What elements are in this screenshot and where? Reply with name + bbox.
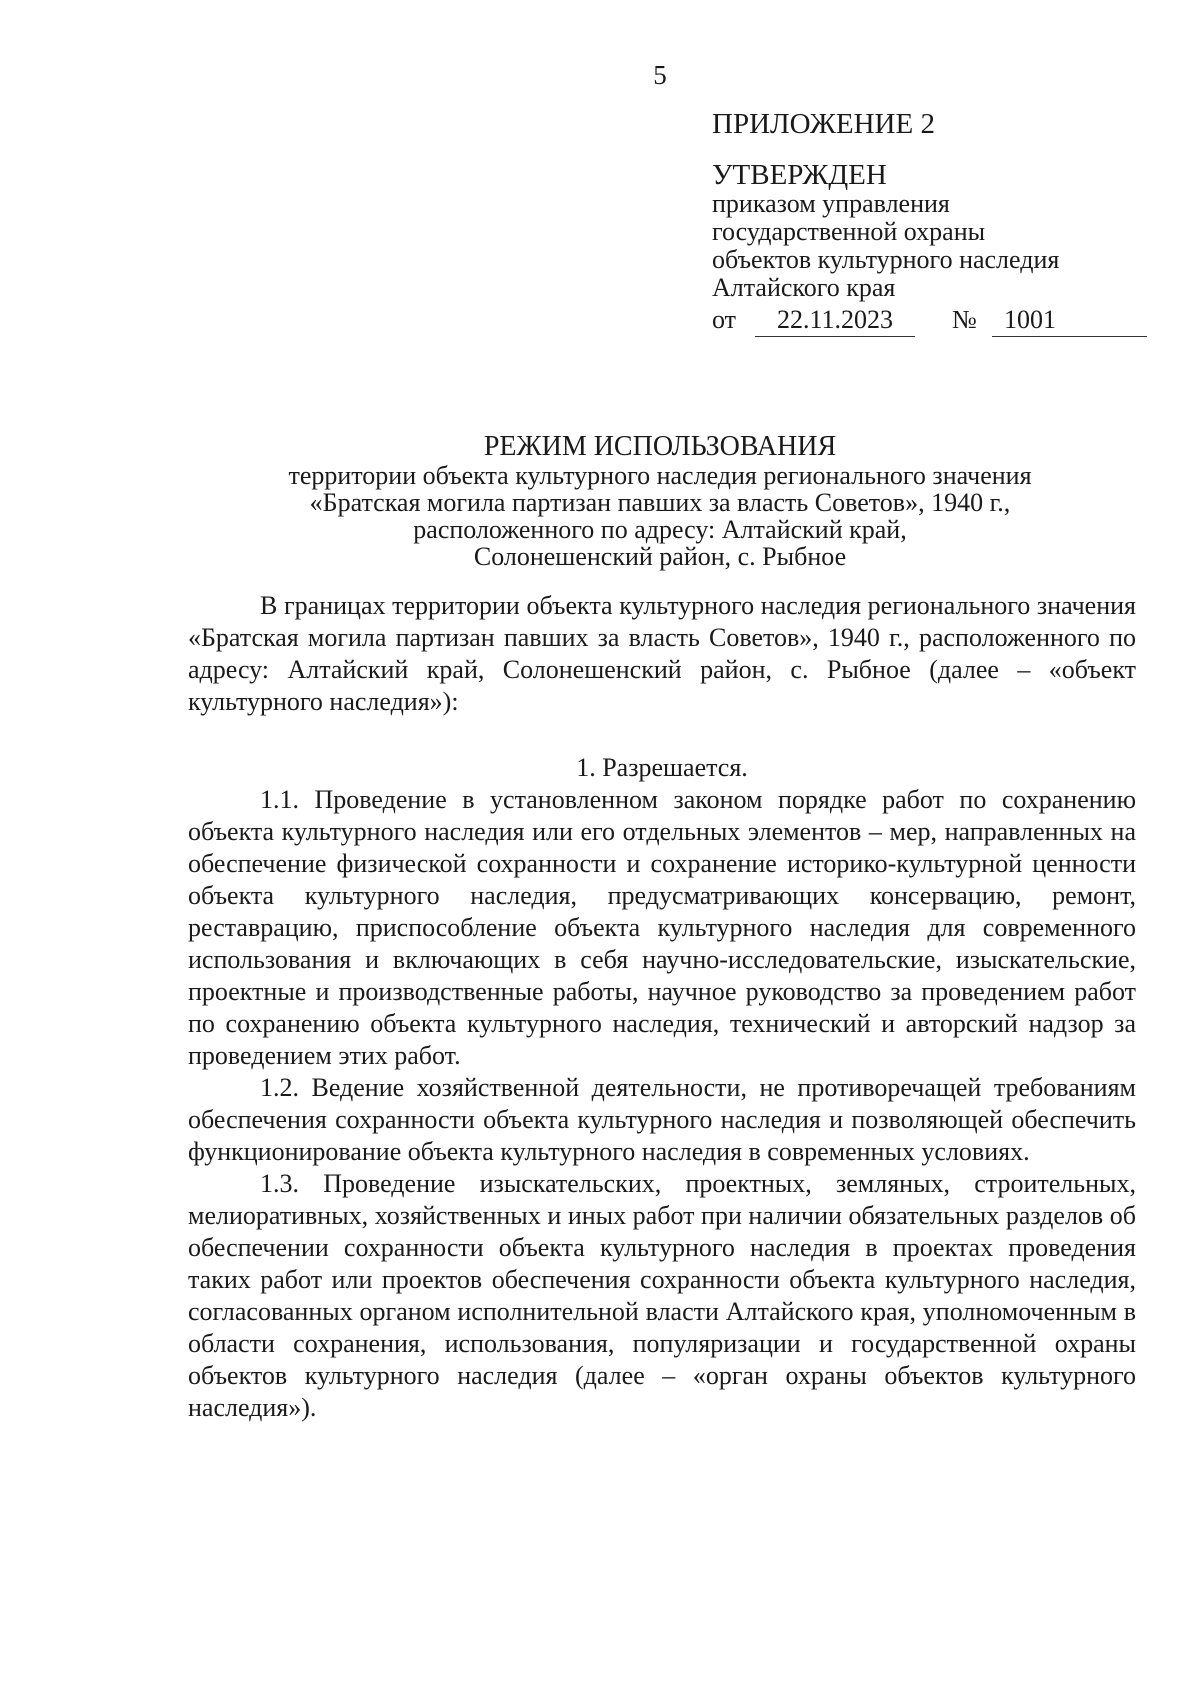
order-number: 1001 xyxy=(992,306,1147,337)
from-label: от xyxy=(712,305,737,334)
paragraph-1-1: 1.1. Проведение в установленном законом порядке работ по сохранению объекта культурного наследия или его отдельных элементов – мер, направленных на обеспечение физической сохранности и сохранение историко-культурной ценности объекта культурного наследия, предусматривающих консервацию, ремонт, реставрацию, приспособление объекта культурного наследия для современного использования и включающих в себя научно-исследовательские, изыскательские, проектные и производственные работы, научное руководство за проведением работ по сохранению объекта культурного наследия, технический и авторский надзор за проведением этих работ. xyxy=(188,785,1136,1070)
appendix-label: ПРИЛОЖЕНИЕ 2 xyxy=(712,108,935,140)
approval-line: объектов культурного наследия xyxy=(712,245,1060,274)
title-line: Солонешенский район, с. Рыбное xyxy=(473,542,847,571)
title-line: «Братская могила партизан павших за власть Советов», 1940 г., xyxy=(309,488,1011,517)
page-number: 5 xyxy=(653,60,667,90)
paragraph-1-2: 1.2. Ведение хозяйственной деятельности, не противоречащей требованиям обеспечения сохранности объекта культурного наследия и позволяющей обеспечить функционирование объекта культурного наследия в современных условиях. xyxy=(188,1073,1136,1166)
title-line: территории объекта культурного наследия регионального значения xyxy=(288,461,1032,490)
approved-label: УТВЕРЖДЕН xyxy=(712,159,887,191)
approval-block xyxy=(712,110,1152,342)
approval-line: государственной охраны xyxy=(712,217,986,246)
title-line: расположенного по адресу: Алтайский край, xyxy=(413,515,907,544)
approval-line: приказом управления xyxy=(712,189,950,218)
order-line xyxy=(712,306,1152,342)
document-title xyxy=(180,432,1140,570)
approval-line: Алтайского края xyxy=(712,273,896,302)
title-main: РЕЖИМ ИСПОЛЬЗОВАНИЯ xyxy=(483,431,837,462)
number-label: № xyxy=(952,305,977,334)
order-date: 22.11.2023 xyxy=(755,306,915,337)
section-heading: 1. Разрешается. xyxy=(576,753,748,782)
intro-paragraph: В границах территории объекта культурного наследия регионального значения «Братская могила партизан павших за власть Советов», 1940 г., расположенного по адресу: Алтайский край, Солонешенский район, с. Рыбное (далее – «объект культурного наследия»): xyxy=(188,591,1136,716)
body-text xyxy=(188,590,1136,1424)
paragraph-1-3: 1.3. Проведение изыскательских, проектных, земляных, строительных, мелиоративных, хозяйственных и иных работ при наличии обязательных разделов об обеспечении сохранности объекта культурного наследия в проектах проведения таких работ или проектов обеспечения сохранности объекта культурного наследия, согласованных органом исполнительной власти Алтайского края, уполномоченным в области сохранения, использования, популяризации и государственной охраны объектов культурного наследия (далее – «орган охраны объектов культурного наследия»). xyxy=(188,1169,1136,1422)
